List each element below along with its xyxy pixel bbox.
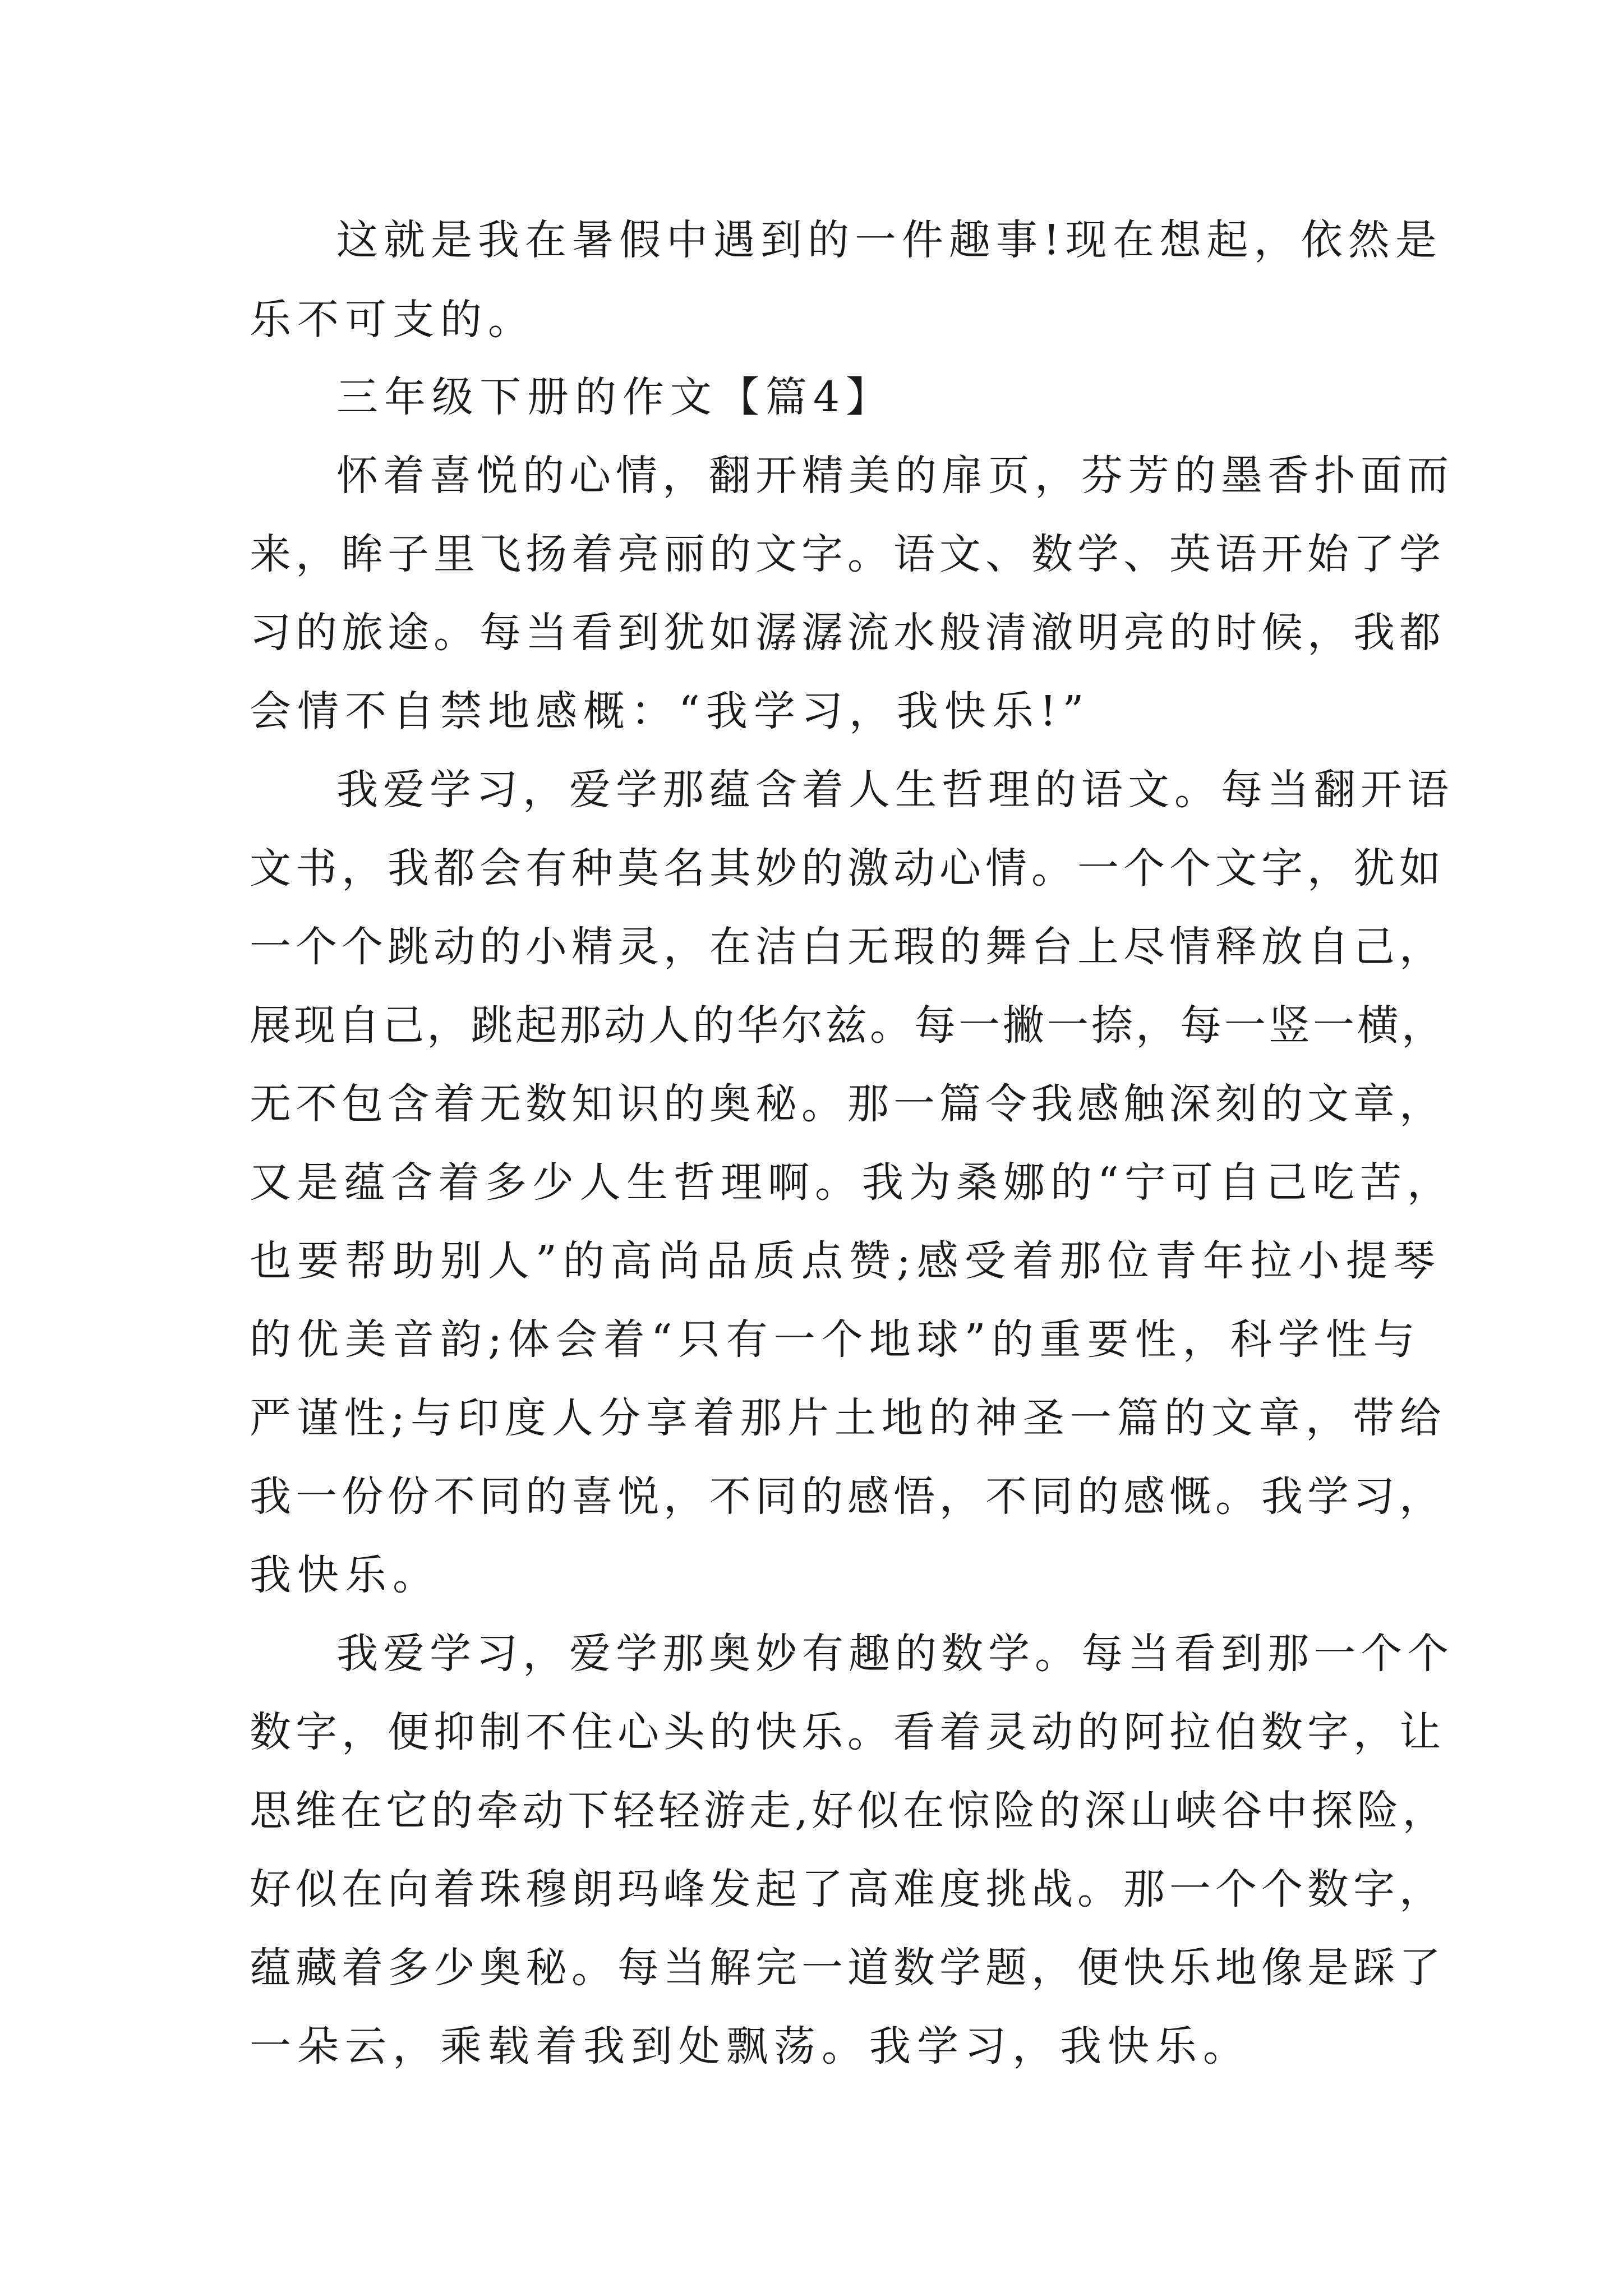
text-line: 数字，便抑制不住心头的快乐。看着灵动的阿拉伯数字，让 [250, 1708, 1445, 1756]
text-line: 展现自己，跳起那动人的华尔兹。每一撇一捺，每一竖一横， [250, 1001, 1446, 1050]
text-line: 怀着喜悦的心情，翻开精美的扉页，芬芳的墨香扑面而 [336, 452, 1454, 500]
text-line: 一朵云，乘载着我到处飘荡。我学习，我快乐。 [250, 2022, 1251, 2070]
text-line: 又是蕴含着多少人生哲理啊。我为桑娜的“宁可自己吃苦， [250, 1158, 1454, 1207]
text-line: 乐不可支的。 [250, 296, 536, 344]
text-line: 严谨性;与印度人分享着那片土地的神圣一篇的文章，带给 [250, 1394, 1447, 1442]
text-line: 的优美音韵;体会着“只有一个地球”的重要性，科学性与 [250, 1315, 1421, 1364]
text-line: 我快乐。 [250, 1551, 440, 1599]
section-heading: 三年级下册的作文【篇4】 [336, 373, 894, 421]
text-line: 我一份份不同的喜悦，不同的感悟，不同的感慨。我学习， [250, 1473, 1445, 1521]
text-line: 我爱学习，爱学那蕴含着人生哲理的语文。每当翻开语 [336, 766, 1454, 814]
text-line: 蕴藏着多少奥秘。每当解完一道数学题，便快乐地像是踩了 [250, 1944, 1445, 1992]
text-line: 会情不自禁地感概：“我学习，我快乐!” [250, 687, 1090, 735]
text-line: 也要帮助别人”的高尚品质点赞;感受着那位青年拉小提琴 [250, 1237, 1441, 1285]
text-line: 思维在它的牵动下轻轻游走,好似在惊险的深山峡谷中探险， [250, 1787, 1448, 1835]
text-line: 习的旅途。每当看到犹如潺潺流水般清澈明亮的时候，我都 [250, 609, 1445, 657]
text-line: 文书，我都会有种莫名其妙的激动心情。一个个文字，犹如 [250, 844, 1445, 892]
text-line: 好似在向着珠穆朗玛峰发起了高难度挑战。那一个个数字， [250, 1865, 1445, 1913]
text-line: 我爱学习，爱学那奥妙有趣的数学。每当看到那一个个 [336, 1630, 1454, 1678]
text-line: 一个个跳动的小精灵，在洁白无瑕的舞台上尽情释放自己， [250, 923, 1445, 971]
text-line: 无不包含着无数知识的奥秘。那一篇令我感触深刻的文章， [250, 1080, 1445, 1128]
text-line: 这就是我在暑假中遇到的一件趣事!现在想起，依然是 [336, 216, 1442, 264]
text-line: 来，眸子里飞扬着亮丽的文字。语文、数学、英语开始了学 [250, 530, 1445, 578]
